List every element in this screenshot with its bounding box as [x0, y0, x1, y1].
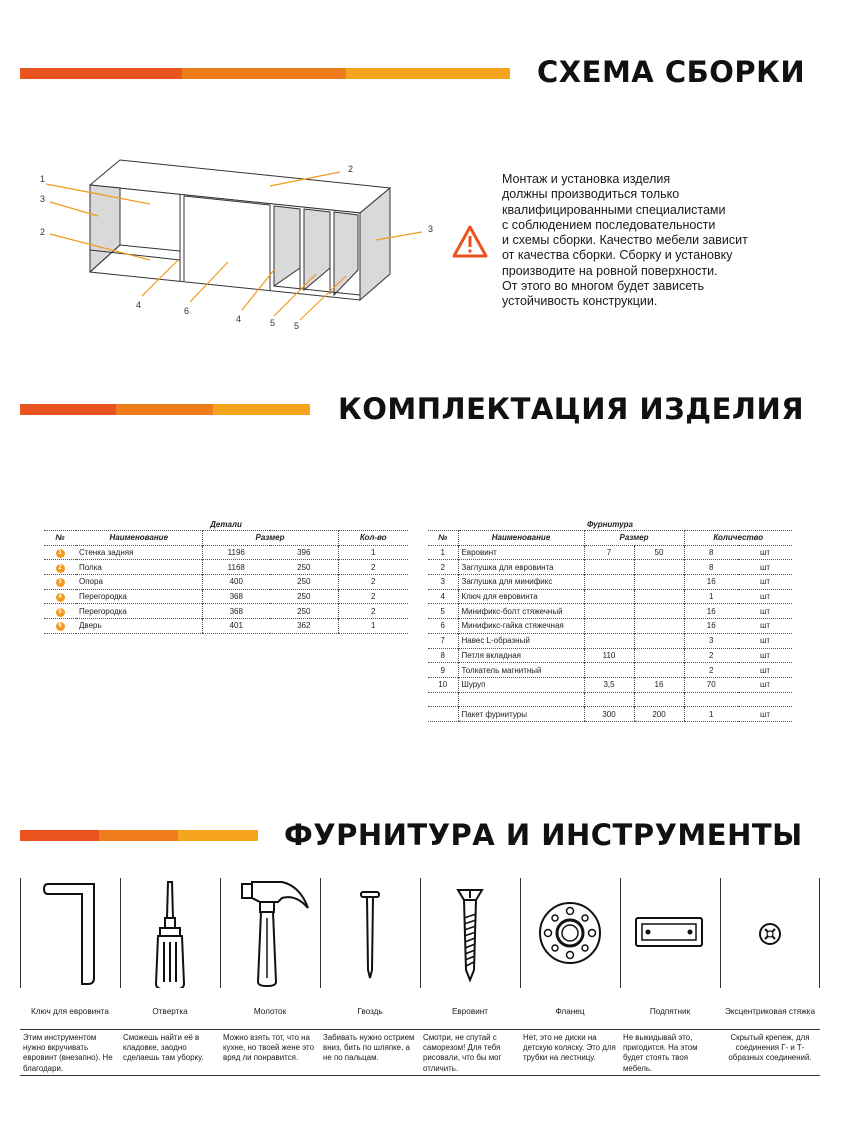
- screwdriver-icon: [120, 878, 220, 988]
- hw-unit: шт: [738, 545, 792, 560]
- hw-qty: 16: [684, 604, 738, 619]
- hw-name: Толкатель магнитный: [458, 663, 584, 678]
- tool-description: Нет, это не диски на детскую коляску. Это для трубки на лестницу.: [523, 1033, 616, 1063]
- part-width: 1168: [202, 560, 270, 575]
- row-number-badge: 6: [56, 622, 65, 631]
- plinth-icon: [620, 878, 720, 988]
- hw-name: Пакет фурнитуры: [458, 707, 584, 722]
- hw-number: 5: [428, 604, 458, 619]
- warning-line: квалифицированными специалистами: [502, 202, 726, 217]
- table-row: [428, 619, 792, 634]
- row-number-badge: 4: [56, 593, 65, 602]
- part-width: 368: [202, 604, 270, 619]
- tool-card: [220, 878, 320, 1076]
- hw-size-a: 300: [584, 707, 634, 722]
- flange-icon: [520, 878, 620, 988]
- hw-name: Евровинт: [458, 545, 584, 560]
- table-row: [44, 575, 408, 590]
- hw-number: [428, 707, 458, 722]
- table-row: [428, 545, 792, 560]
- hw-qty: 8: [684, 545, 738, 560]
- warning-line: от качества сборки. Сборку и установку: [502, 248, 733, 263]
- hw-name: Минификс-болт стяжечный: [458, 604, 584, 619]
- part-height: 362: [270, 619, 338, 634]
- tool-description: Можно взять тот, что на кухне, но твоей жене это вряд ли понравится.: [223, 1033, 314, 1063]
- hw-qty: 70: [684, 677, 738, 692]
- hw-qty: 1: [684, 707, 738, 722]
- part-name: Дверь: [76, 619, 202, 634]
- table-row: [428, 633, 792, 648]
- warning-line: и схемы сборки. Качество мебели зависит: [502, 233, 748, 248]
- part-qty: 2: [338, 575, 408, 590]
- hammer-icon: [220, 878, 320, 988]
- warning-triangle-icon: [452, 224, 488, 260]
- section-title-assembly: СХЕМА СБОРКИ: [537, 55, 806, 89]
- part-width: 401: [202, 619, 270, 634]
- part-width: 1196: [202, 545, 270, 560]
- tool-description: Скрытый крепеж, для соединения Г- и Т-образных соединений.: [728, 1033, 812, 1063]
- part-name: Перегородка: [76, 604, 202, 619]
- row-number-badge: 1: [56, 549, 65, 558]
- hw-qty: 2: [684, 663, 738, 678]
- diagram-label: 4: [136, 300, 142, 310]
- warning-line: От этого во многом будет зависеть: [502, 279, 705, 294]
- header-stripe-kit: [20, 404, 310, 415]
- tool-name: Ключ для евровинта: [31, 1007, 109, 1016]
- col-header: №: [428, 531, 458, 546]
- assembly-diagram: [30, 150, 450, 350]
- row-number-badge: 2: [56, 564, 65, 573]
- hw-number: 8: [428, 648, 458, 663]
- part-height: 250: [270, 575, 338, 590]
- tool-name: Фланец: [555, 1007, 585, 1016]
- tool-name: Евровинт: [451, 1007, 489, 1016]
- hw-unit: шт: [738, 589, 792, 604]
- diagram-label: 3: [40, 194, 46, 204]
- col-header: Наименование: [76, 531, 202, 546]
- hw-size-b: [634, 692, 684, 707]
- row-number-badge: 5: [56, 608, 65, 617]
- tool-name: Эксцентриковая стяжка: [724, 1007, 816, 1016]
- hardware-table-caption: Фурнитура: [587, 520, 633, 529]
- hw-size-a: [584, 619, 634, 634]
- hw-qty: 3: [684, 633, 738, 648]
- cam-lock-icon: [720, 878, 820, 988]
- hw-size-a: [584, 692, 634, 707]
- warning-line: производите на ровной поверхности.: [502, 263, 718, 278]
- tool-description: Этим инструментом нужно вкручивать евровинт (внезапно). Не благодари.: [23, 1033, 113, 1073]
- table-row: [44, 604, 408, 619]
- hw-number: 2: [428, 560, 458, 575]
- tool-card: [420, 878, 520, 1076]
- col-header: Количество: [684, 531, 792, 546]
- parts-table: [44, 520, 408, 634]
- table-row: [44, 560, 408, 575]
- hw-name: Ключ для евровинта: [458, 589, 584, 604]
- table-row: [44, 619, 408, 634]
- assembly-warning-text: [502, 172, 802, 310]
- diagram-label: 5: [294, 321, 300, 331]
- hw-size-b: [634, 560, 684, 575]
- warning-line: с соблюдением последовательности: [502, 217, 716, 232]
- tool-description: Сможешь найти её в кладовке, заодно сделаешь там уборку.: [123, 1033, 204, 1063]
- hw-name: [458, 692, 584, 707]
- hw-qty: 16: [684, 575, 738, 590]
- hw-number: 3: [428, 575, 458, 590]
- hw-number: 7: [428, 633, 458, 648]
- hw-unit: шт: [738, 677, 792, 692]
- hw-size-a: [584, 633, 634, 648]
- hw-unit: шт: [738, 707, 792, 722]
- table-row: [428, 663, 792, 678]
- section-title-tools: ФУРНИТУРА И ИНСТРУМЕНТЫ: [284, 818, 803, 852]
- tool-card: [720, 878, 820, 1076]
- tool-description: Забивать нужно острием вниз, бить по шляпке, а не по пальцам.: [323, 1033, 415, 1063]
- header-stripe-assembly: [20, 68, 510, 79]
- header-stripe-tools: [20, 830, 258, 841]
- hw-number: 1: [428, 545, 458, 560]
- hw-qty: 16: [684, 619, 738, 634]
- hw-size-b: [634, 604, 684, 619]
- hw-name: Навес L-образный: [458, 633, 584, 648]
- warning-line: должны производиться только: [502, 187, 680, 202]
- hw-size-b: [634, 633, 684, 648]
- hw-size-b: 50: [634, 545, 684, 560]
- hw-unit: шт: [738, 575, 792, 590]
- part-qty: 1: [338, 545, 408, 560]
- tool-description: Не выкидывай это, пригодится. На этом будет стоять твоя мебель.: [623, 1033, 698, 1073]
- col-header: Наименование: [458, 531, 584, 546]
- hw-size-b: 16: [634, 677, 684, 692]
- tool-name: Гвоздь: [357, 1007, 383, 1016]
- part-qty: 1: [338, 619, 408, 634]
- euro-screw-icon: [420, 878, 520, 988]
- tool-card: [520, 878, 620, 1076]
- tools-grid: [20, 878, 820, 1076]
- hw-size-a: [584, 663, 634, 678]
- part-height: 250: [270, 589, 338, 604]
- hw-unit: шт: [738, 619, 792, 634]
- hw-name: Заглушка для евровинта: [458, 560, 584, 575]
- hw-size-b: 200: [634, 707, 684, 722]
- hw-size-b: [634, 619, 684, 634]
- tool-card: [120, 878, 220, 1076]
- hw-number: 9: [428, 663, 458, 678]
- tool-name: Подпятник: [649, 1007, 691, 1016]
- part-name: Полка: [76, 560, 202, 575]
- hw-unit: [738, 692, 792, 707]
- table-row: [428, 589, 792, 604]
- part-name: Перегородка: [76, 589, 202, 604]
- hw-size-a: 110: [584, 648, 634, 663]
- hw-number: 10: [428, 677, 458, 692]
- part-width: 400: [202, 575, 270, 590]
- table-row: [428, 575, 792, 590]
- part-width: 368: [202, 589, 270, 604]
- col-header: №: [44, 531, 76, 546]
- hw-size-b: [634, 663, 684, 678]
- hw-size-b: [634, 648, 684, 663]
- part-qty: 2: [338, 604, 408, 619]
- table-row: [428, 604, 792, 619]
- col-header: Размер: [202, 531, 338, 546]
- hw-size-a: [584, 575, 634, 590]
- hw-number: 4: [428, 589, 458, 604]
- part-name: Стенка задняя: [76, 545, 202, 560]
- hw-qty: 8: [684, 560, 738, 575]
- part-height: 396: [270, 545, 338, 560]
- table-row: [428, 707, 792, 722]
- table-row: [44, 545, 408, 560]
- hw-unit: шт: [738, 633, 792, 648]
- row-number-badge: 3: [56, 578, 65, 587]
- part-name: Опора: [76, 575, 202, 590]
- tool-description: Смотри, не спутай с саморезом! Для тебя рисовали, что бы мог отличить.: [423, 1033, 502, 1073]
- hw-unit: шт: [738, 663, 792, 678]
- diagram-label: 2: [348, 164, 354, 174]
- part-qty: 2: [338, 589, 408, 604]
- hex-key-icon: [20, 878, 120, 988]
- table-row: [428, 677, 792, 692]
- warning-line: Монтаж и установка изделия: [502, 172, 671, 186]
- part-qty: 2: [338, 560, 408, 575]
- part-height: 250: [270, 560, 338, 575]
- part-height: 250: [270, 604, 338, 619]
- hw-size-a: [584, 560, 634, 575]
- hw-number: 6: [428, 619, 458, 634]
- hw-size-b: [634, 575, 684, 590]
- diagram-label: 6: [184, 306, 190, 316]
- hw-size-a: 3,5: [584, 677, 634, 692]
- parts-table-caption: Детали: [210, 520, 242, 529]
- diagram-label: 3: [428, 224, 434, 234]
- hw-qty: 1: [684, 589, 738, 604]
- warning-line: устойчивость конструкции.: [502, 294, 658, 309]
- hw-unit: шт: [738, 560, 792, 575]
- hw-size-a: 7: [584, 545, 634, 560]
- col-header: Кол-во: [338, 531, 408, 546]
- tool-name: Молоток: [253, 1007, 287, 1016]
- hw-name: Петля вкладная: [458, 648, 584, 663]
- hw-name: Заглушка для минификс: [458, 575, 584, 590]
- nail-icon: [320, 878, 420, 988]
- hw-unit: шт: [738, 648, 792, 663]
- table-row: [428, 648, 792, 663]
- diagram-label: 1: [40, 174, 46, 184]
- hw-unit: шт: [738, 604, 792, 619]
- hw-size-b: [634, 589, 684, 604]
- tool-card: [320, 878, 420, 1076]
- col-header: Размер: [584, 531, 684, 546]
- tool-card: [620, 878, 720, 1076]
- hw-size-a: [584, 604, 634, 619]
- hw-number: [428, 692, 458, 707]
- tool-name: Отвертка: [152, 1007, 188, 1016]
- diagram-label: 5: [270, 318, 276, 328]
- table-row: [44, 589, 408, 604]
- table-row: [428, 692, 792, 707]
- hw-name: Шуруп: [458, 677, 584, 692]
- table-row: [428, 560, 792, 575]
- hardware-table: [428, 520, 792, 722]
- diagram-label: 4: [236, 314, 242, 324]
- section-title-kit: КОМПЛЕКТАЦИЯ ИЗДЕЛИЯ: [338, 392, 805, 426]
- hw-qty: 2: [684, 648, 738, 663]
- hw-name: Минификс-гайка стяжечная: [458, 619, 584, 634]
- hw-qty: [684, 692, 738, 707]
- hw-size-a: [584, 589, 634, 604]
- diagram-label: 2: [40, 227, 46, 237]
- tool-card: [20, 878, 120, 1076]
